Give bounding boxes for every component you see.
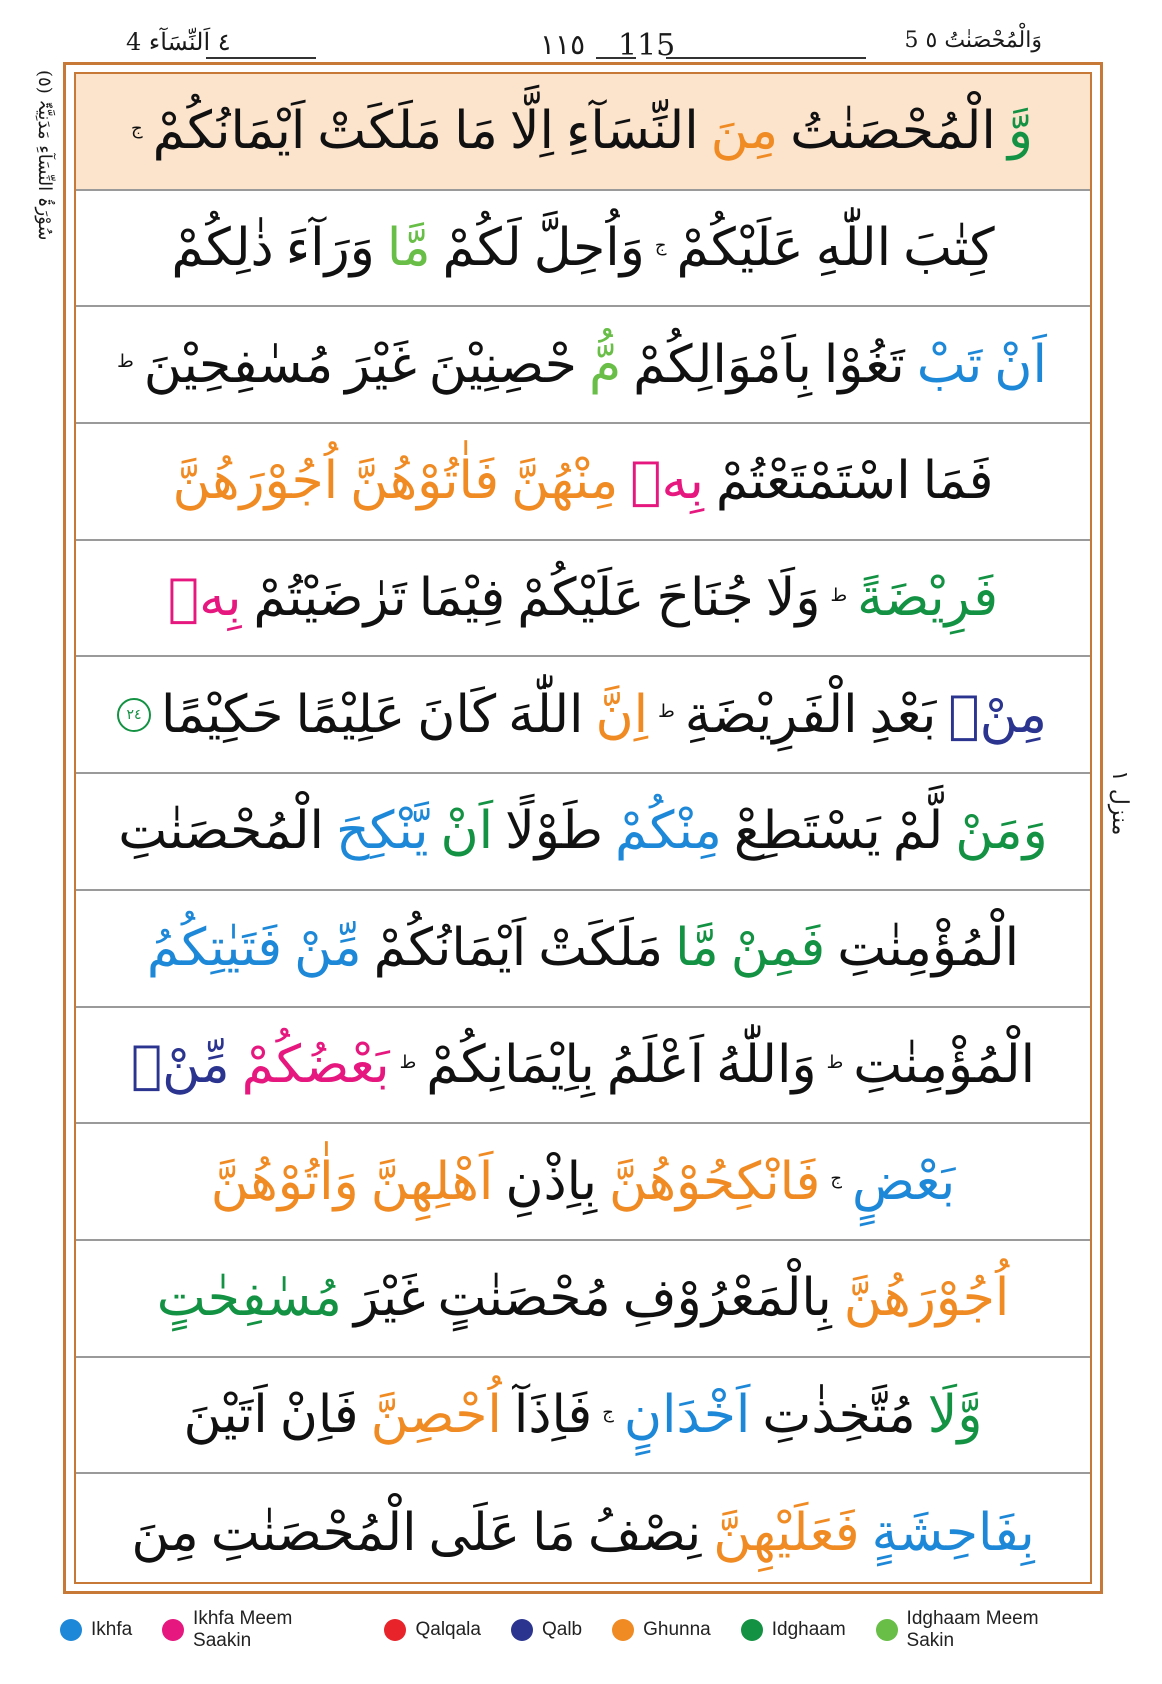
verse-word: يَّنْكِحَ <box>336 801 429 862</box>
legend-label: Ghunna <box>643 1619 711 1640</box>
verse-word: مَّا <box>386 218 431 279</box>
verse-word: مِنَ <box>710 101 779 162</box>
verse-word: فَاٰتُوْهُنَّ <box>350 451 500 512</box>
verse-word: وَّلَا <box>927 1384 983 1445</box>
verse-word: لَكُمْ <box>442 218 522 279</box>
verse-word: بِفَاحِشَةٍ <box>871 1502 1035 1563</box>
waqf-mark: ط <box>658 701 675 723</box>
waqf-mark: ط <box>830 584 848 606</box>
verse-line <box>76 1241 1090 1358</box>
verse-word: الْمُحْصَنٰتُ <box>790 101 996 162</box>
verse-word: مِنَ <box>131 1502 199 1563</box>
verse-word: اُجُوْرَهُنَّ <box>843 1268 1010 1329</box>
legend-label: Qalb <box>541 1619 583 1640</box>
verse-word: الْفَرِيْضَةِ <box>684 684 858 745</box>
verse-word: مُسٰفِحِيْنَ <box>143 334 334 395</box>
verse-word: مَلَكَتْ <box>317 101 443 162</box>
legend-color-dot <box>612 1619 634 1641</box>
verse-word: اَعْلَمُ <box>606 1034 705 1095</box>
verse-word: وَاللّٰهُ <box>716 1034 817 1095</box>
verse-word: تَغُوْا <box>823 334 905 395</box>
verse-word: اَهْلِهِنَّ <box>370 1151 494 1212</box>
verse-word: مُتَّخِذٰتِ <box>762 1384 916 1445</box>
verse-word: عَلَيْكُمْ <box>676 218 804 279</box>
verse-word: مُحْصَنٰتٍ <box>437 1268 611 1329</box>
verse-word: اِنَّ <box>595 684 649 745</box>
verse-word: مِّنْۢ <box>130 1034 230 1095</box>
verse-line <box>76 191 1090 308</box>
verse-word: اَنْ <box>440 801 494 862</box>
verse-word: نِصْفُ <box>587 1502 702 1563</box>
verse-word: الْمُحْصَنٰتِ <box>118 801 324 862</box>
verse-word: وَلَا <box>765 568 821 629</box>
verse-word: بِهٖ <box>167 568 242 629</box>
verse-word: فَعَلَيْهِنَّ <box>713 1502 860 1563</box>
verse-word: فَتَيٰتِكُمُ <box>146 918 283 979</box>
verse-word: عَلَى <box>428 1502 521 1563</box>
verse-word: غَيْرَ <box>353 1268 426 1329</box>
verse-word: فِيْمَا <box>418 568 506 629</box>
legend-item <box>384 1619 481 1641</box>
manzil-side-label: منزل ١ <box>1107 770 1132 836</box>
verse-word: عَلِيْمًا <box>295 684 406 745</box>
header-rule <box>666 57 866 59</box>
verse-line <box>76 74 1090 191</box>
verse-word: وَمَنْ <box>955 801 1048 862</box>
verse-word: بَعْضُكُمْ <box>241 1034 390 1095</box>
legend-label: Idghaam Meem Sakin <box>906 1608 1039 1651</box>
legend-label: Idghaam <box>771 1619 846 1640</box>
legend-item <box>162 1608 354 1652</box>
verse-word: مِنْهُنَّ <box>511 451 619 512</box>
verse-word: فَرِيْضَةً <box>857 568 999 629</box>
verse-line <box>76 307 1090 424</box>
verse-word: كَانَ <box>417 684 497 745</box>
verse-word: اَتَيْنَ <box>183 1384 268 1445</box>
verse-word: بِاِذْنِ <box>505 1151 597 1212</box>
verse-word: مِّنْ <box>294 918 362 979</box>
legend-item <box>511 1619 582 1641</box>
verse-word: فَاِذَآ <box>513 1384 593 1445</box>
verse-word: عَلَيْكُمْ <box>517 568 645 629</box>
page-number-arabic: ١١٥ <box>540 28 586 61</box>
verse-line <box>76 657 1090 774</box>
legend-color-dot <box>60 1619 82 1641</box>
verse-word: وَاٰتُوْهُنَّ <box>210 1151 359 1212</box>
verse-word: اَخْدَانٍ <box>623 1384 751 1445</box>
verse-word: بِهٖ <box>630 451 704 512</box>
verse-line <box>76 541 1090 658</box>
verse-word: وَّ <box>1007 101 1033 162</box>
verse-line <box>76 1008 1090 1125</box>
page-number: 115 <box>618 28 676 63</box>
verse-word: بِاِيْمَانِكُمْ <box>426 1034 595 1095</box>
waqf-mark: ط <box>399 1051 417 1073</box>
verse-word: ذٰلِكُمْ <box>171 218 274 279</box>
legend-item <box>612 1619 711 1641</box>
verse-word: وَرَآءَ <box>285 218 375 279</box>
legend-label: Ikhfa <box>91 1619 133 1640</box>
waqf-mark: ج <box>654 234 667 256</box>
juz-right-label: 5 وَالْمُحْصَنٰتُ ٥ <box>904 28 1042 53</box>
ayah-number-marker: ٢٤ <box>117 698 151 732</box>
verse-line <box>76 774 1090 891</box>
verse-word: اُجُوْرَهُنَّ <box>172 451 339 512</box>
verse-word: لَّمْ <box>892 801 944 862</box>
verse-word: فَاِنْ <box>279 1384 359 1445</box>
waqf-mark: ط <box>117 351 134 373</box>
waqf-mark: ج <box>602 1401 614 1423</box>
verse-word: مَّا <box>675 918 719 979</box>
verse-word: الْمُحْصَنٰتِ <box>210 1502 417 1563</box>
header-rule <box>206 57 316 59</box>
verse-word: حَكِيْمًا <box>160 684 284 745</box>
verse-word: النِّسَآءِ <box>565 101 699 162</box>
verse-word: وَاُحِلَّ <box>533 218 645 279</box>
verse-line <box>76 891 1090 1008</box>
verse-lines <box>76 74 1090 1591</box>
verse-word: مَلَكَتْ <box>538 918 664 979</box>
legend-label: Ikhfa Meem Saakin <box>193 1608 293 1651</box>
legend-color-dot <box>741 1619 763 1641</box>
verse-word: اَيْمَانُكُمْ <box>373 918 527 979</box>
waqf-mark: ج <box>830 1168 842 1190</box>
verse-word: اَنْ <box>994 334 1047 395</box>
verse-line <box>76 1124 1090 1241</box>
legend-item <box>741 1619 846 1641</box>
verse-word: بَعْضٍ <box>851 1151 956 1212</box>
verse-word: فَمَا <box>922 451 994 512</box>
legend-color-dot <box>162 1619 184 1641</box>
verse-word: كِتٰبَ <box>903 218 995 279</box>
legend-item <box>60 1619 132 1641</box>
verse-word: اِلَّا <box>509 101 554 162</box>
waqf-mark: ط <box>826 1051 844 1073</box>
verse-word: مَا <box>532 1502 576 1563</box>
verse-word: بِالْمَعْرُوْفِ <box>622 1268 832 1329</box>
legend-label: Qalqala <box>415 1619 481 1640</box>
verse-line <box>76 424 1090 541</box>
verse-line <box>76 1474 1090 1591</box>
verse-word: مَا <box>454 101 498 162</box>
verse-word: تَرٰضَيْتُمْ <box>253 568 407 629</box>
verse-word: تَبْ <box>916 334 983 395</box>
verse-word: طَوْلًا <box>505 801 603 862</box>
verse-word: اُحْصِنَّ <box>370 1384 502 1445</box>
verse-word: مِنْكُمْ <box>615 801 722 862</box>
juz-left-label: ٤ اَلنِّسَآء 4 <box>126 28 231 56</box>
verse-word: جُنَاحَ <box>656 568 754 629</box>
surah-side-label: (٥) سُوْرَۃُ النِّسَآءِ مَدَنِیَّۃٌ <box>34 70 55 241</box>
verse-word: حْصِنِيْنَ <box>428 334 577 395</box>
verse-word: اسْتَمْتَعْتُمْ <box>715 451 911 512</box>
verse-word: الْمُؤْمِنٰتِ <box>853 1034 1036 1095</box>
verse-word: مُسٰفِحٰتٍ <box>156 1268 342 1329</box>
verse-word: فَمِنْ <box>730 918 826 979</box>
verse-word: يَسْتَطِعْ <box>733 801 881 862</box>
verse-word: اَيْمَانُكُمْ <box>152 101 306 162</box>
verse-word: فَانْكِحُوْهُنَّ <box>609 1151 821 1212</box>
legend-color-dot <box>511 1619 533 1641</box>
verse-line <box>76 1358 1090 1475</box>
verse-word: مِنْۢ <box>948 684 1048 745</box>
verse-word: اللّٰهِ <box>815 218 892 279</box>
verse-word: بَعْدِ <box>869 684 937 745</box>
verse-word: غَيْرَ <box>345 334 417 395</box>
verse-word: مُّ <box>588 334 622 395</box>
verse-word: بِاَمْوَالِكُمْ <box>633 334 812 395</box>
legend-color-dot <box>876 1619 898 1641</box>
legend-color-dot <box>384 1619 406 1641</box>
waqf-mark: ج <box>131 118 143 139</box>
verse-word: الْمُؤْمِنٰتِ <box>837 918 1020 979</box>
tajweed-legend <box>60 1610 1120 1650</box>
legend-item <box>876 1608 1090 1652</box>
verse-word: اللّٰهَ <box>508 684 584 745</box>
